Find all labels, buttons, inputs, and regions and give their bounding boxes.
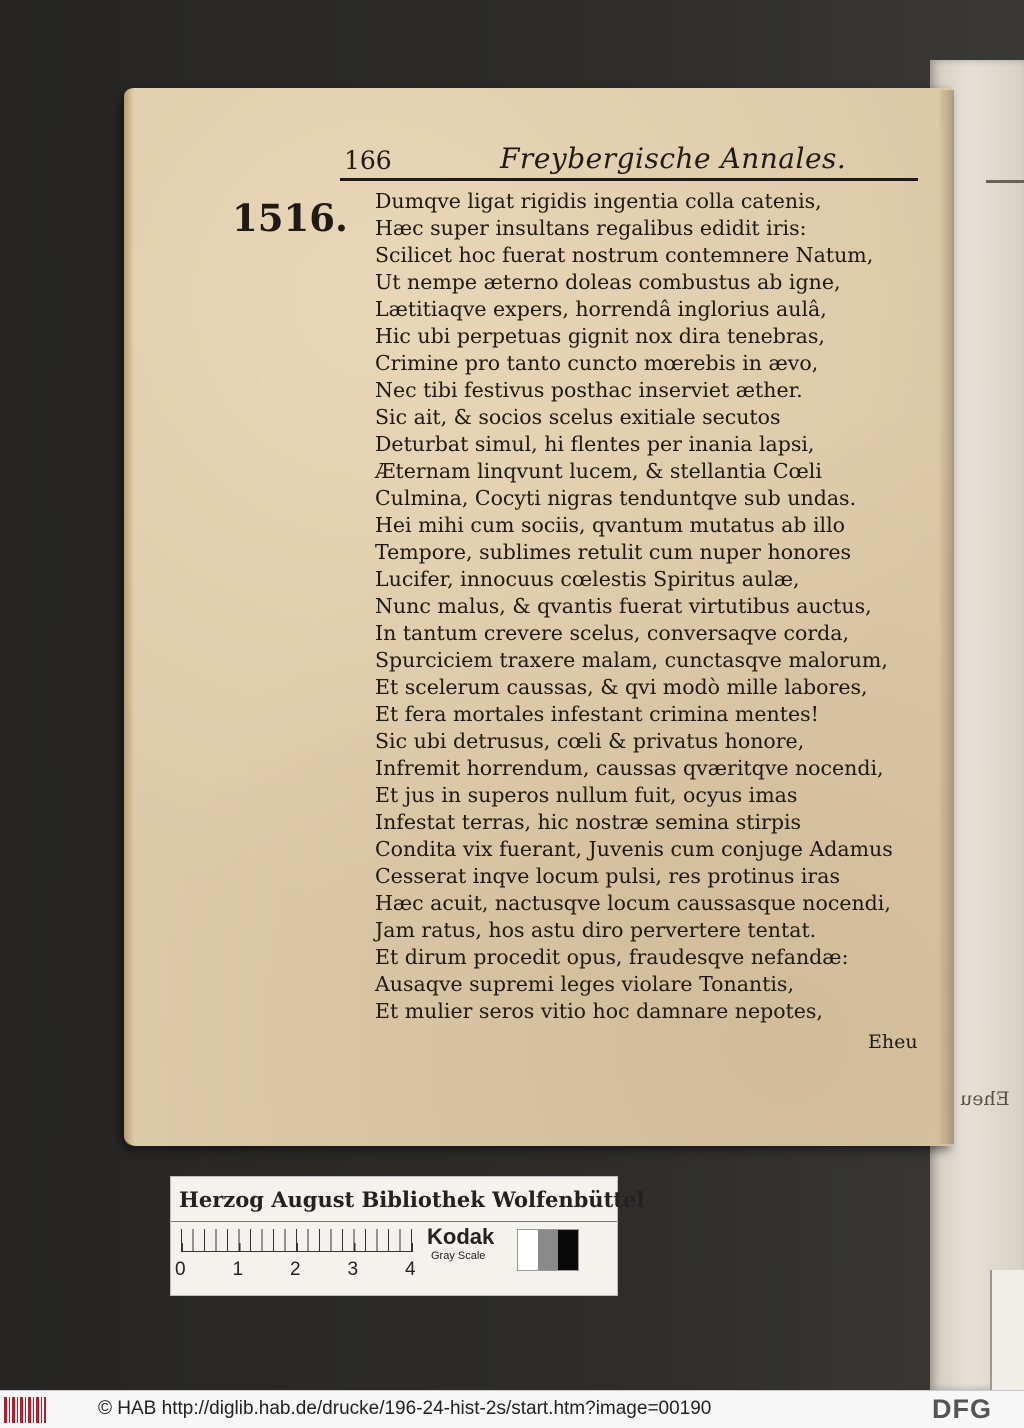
dfg-logo: DFG xyxy=(932,1394,992,1424)
library-tab xyxy=(990,1270,1024,1410)
verse-line: Scilicet hoc fuerat nostrum contemnere Natum, xyxy=(375,243,874,267)
verse-line: Lucifer, innocuus cœlestis Spiritus aulæ, xyxy=(375,567,800,591)
verse-line: Et scelerum caussas, & qvi modò mille labores, xyxy=(375,675,868,699)
verse-line: Condita vix fuerant, Juvenis cum conjuge Adamus xyxy=(375,837,893,861)
ruler-number: 1 xyxy=(232,1259,244,1280)
gray-patch xyxy=(518,1230,538,1270)
verse-line: Tempore, sublimes retulit cum nuper honores xyxy=(375,540,852,564)
ruler-number: 2 xyxy=(290,1259,301,1280)
verse-line: Et fera mortales infestant crimina mentes! xyxy=(375,702,819,726)
ruler-number: 3 xyxy=(347,1259,359,1280)
copyright-link[interactable]: © HAB http://diglib.hab.de/drucke/196-24-hist-2s/start.htm?image=00190 xyxy=(98,1398,712,1419)
marginal-year: 1516. xyxy=(232,196,348,240)
verse-line: Jam ratus, hos astu diro pervertere tentat. xyxy=(375,918,817,942)
verse-line: Hæc super insultans regalibus edidit iris: xyxy=(375,216,807,240)
verse-line: Cesserat inqve locum pulsi, res protinus iras xyxy=(375,864,840,888)
verse-line: Sic ubi detrusus, cœli & privatus honore, xyxy=(375,729,805,753)
verse-line: Et jus in superos nullum fuit, ocyus imas xyxy=(375,783,798,807)
gray-scale-patches xyxy=(517,1229,579,1271)
page-number: 166 xyxy=(344,146,392,175)
verse-line: Infestat terras, hic nostræ semina stirpis xyxy=(375,810,802,834)
footer-bar xyxy=(0,1390,1024,1428)
measurement-ruler xyxy=(181,1229,413,1252)
verse-line: Hæc acuit, nactusqve locum caussasque nocendi, xyxy=(375,891,891,915)
verse-line: Et mulier seros vitio hoc damnare nepotes, xyxy=(375,999,823,1023)
verse-line: Crimine pro tanto cuncto mœrebis in ævo, xyxy=(375,351,819,375)
running-header xyxy=(340,140,920,184)
color-reference-card xyxy=(170,1176,645,1296)
ruler-number: 4 xyxy=(405,1259,416,1280)
verse-line: Et dirum procedit opus, fraudesqve nefandæ: xyxy=(375,945,849,969)
verse-line: Infremit horrendum, caussas qværitqve nocendi, xyxy=(375,756,884,780)
verse-line: Nunc malus, & qvantis fuerat virtutibus auctus, xyxy=(375,594,872,618)
kodak-label xyxy=(427,1224,494,1262)
header-rule xyxy=(340,178,918,181)
card-divider xyxy=(171,1221,617,1222)
verse-line: Æternam linqvunt lucem, & stellantia Cœli xyxy=(375,459,822,483)
hab-logo-icon xyxy=(4,1397,46,1423)
verse-line: Ut nempe æterno doleas combustus ab igne, xyxy=(375,270,841,294)
verse-line: Deturbat simul, hi flentes per inania lapsi, xyxy=(375,432,815,456)
verse-text xyxy=(375,188,915,1025)
running-title: Freybergische Annales. xyxy=(500,142,847,175)
verse-line: Lætitiaqve expers, horrendâ inglorius aulâ, xyxy=(375,297,827,321)
library-name: Herzog August Bibliothek Wolfenbüttel xyxy=(179,1187,645,1212)
gray-scale-label: Gray Scale xyxy=(431,1250,486,1262)
ruler-number: 0 xyxy=(175,1259,186,1280)
gray-patch xyxy=(538,1230,558,1270)
verse-line: Dumqve ligat rigidis ingentia colla catenis, xyxy=(375,189,822,213)
verse-line: Hei mihi cum sociis, qvantum mutatus ab illo xyxy=(375,513,845,537)
facing-page-catchword: Eheu xyxy=(960,1088,1010,1110)
verse-line: Spurciciem traxere malam, cunctasqve malorum, xyxy=(375,648,888,672)
catchword: Eheu xyxy=(868,1031,918,1053)
verse-line: Hic ubi perpetuas gignit nox dira tenebras, xyxy=(375,324,825,348)
verse-line: Nec tibi festivus posthac inserviet æther. xyxy=(375,378,803,402)
gray-patch xyxy=(558,1230,578,1270)
verse-line: Sic ait, & socios scelus exitiale secutos xyxy=(375,405,781,429)
facing-page-rule xyxy=(986,180,1024,183)
verse-line: In tantum crevere scelus, conversaqve corda, xyxy=(375,621,850,645)
verse-line: Ausaqve supremi leges violare Tonantis, xyxy=(375,972,794,996)
page-gutter-shadow xyxy=(938,90,954,1144)
verse-line: Culmina, Cocyti nigras tenduntqve sub undas. xyxy=(375,486,857,510)
kodak-logo: Kodak xyxy=(427,1224,495,1249)
